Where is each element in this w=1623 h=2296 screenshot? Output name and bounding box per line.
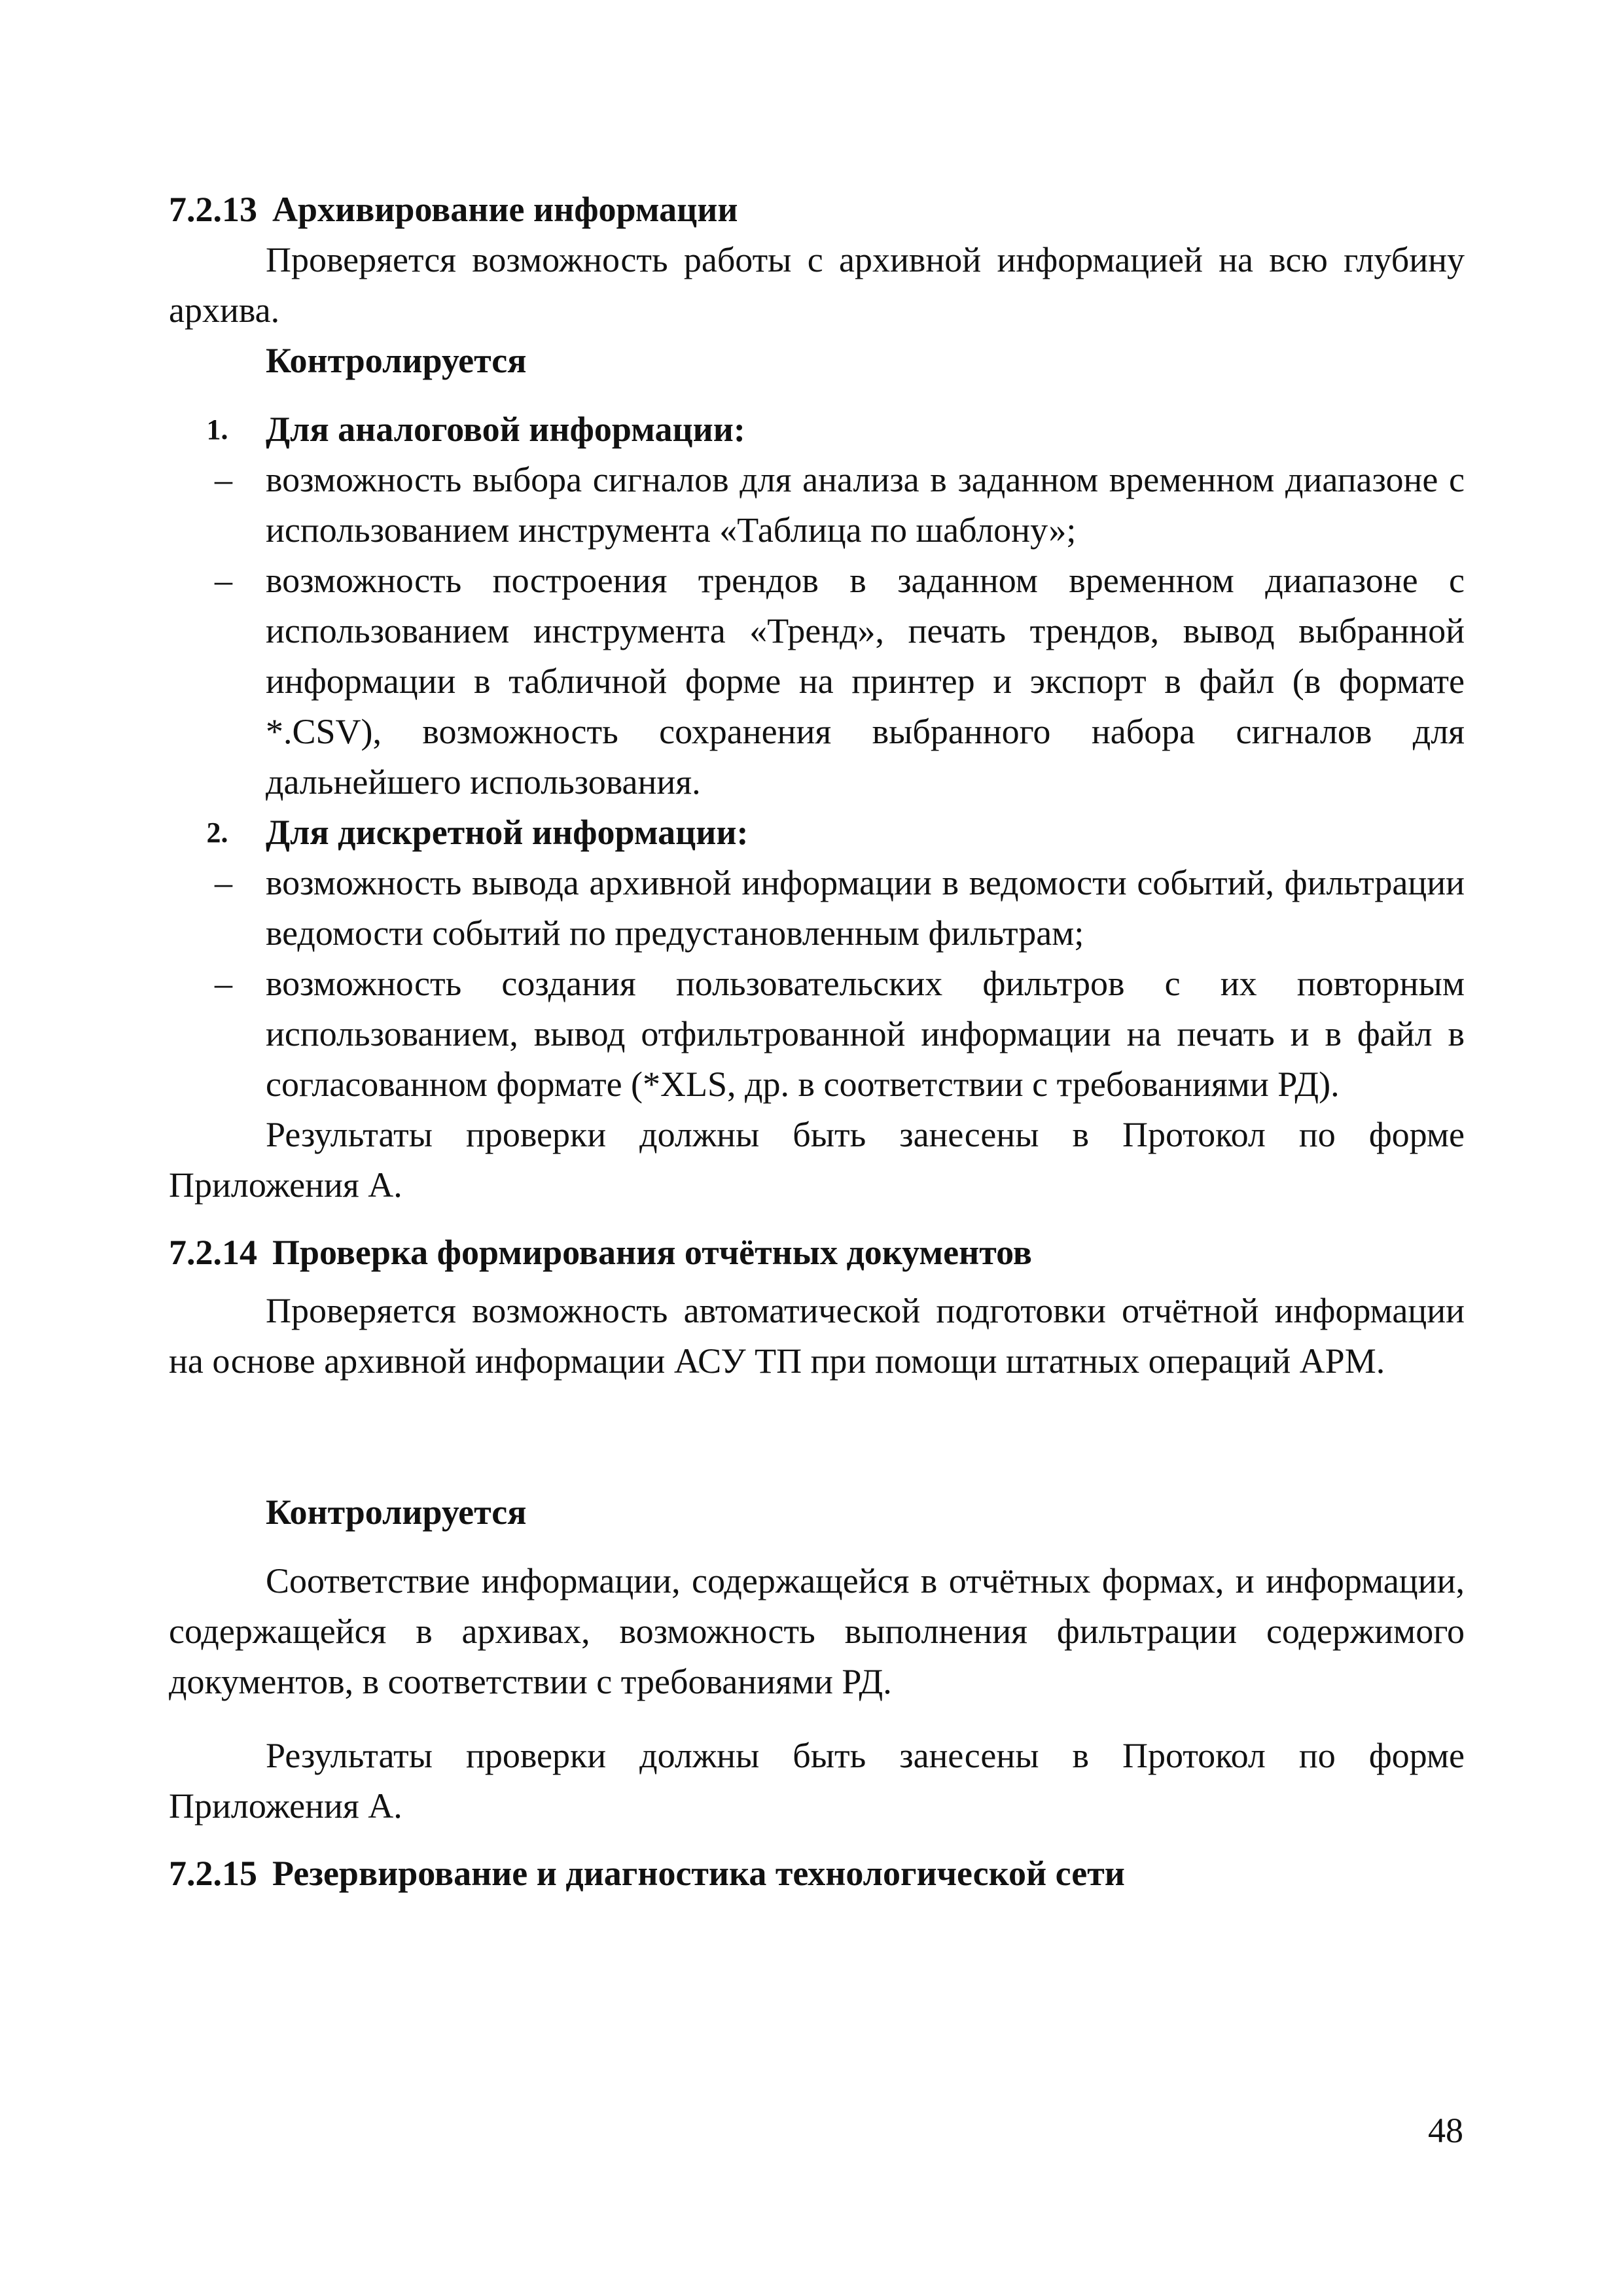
bullet-text: возможность создания пользовательских фильтров с их повторным использованием, вывод отфильтрованной информации на печать и в файл в согласованном формате (*XLS, др. в соответствии с требованиями РД). (266, 964, 1465, 1104)
bullet-item (169, 959, 1465, 1110)
section-heading-7-2-14 (169, 1227, 1465, 1278)
bullet-dash: – (215, 863, 232, 902)
bullet-text: возможность выбора сигналов для анализа в заданном временном диапазоне с использованием инструмента «Таблица по шаблону»; (266, 460, 1465, 550)
section-14-controlled-text: Соответствие информации, содержащейся в отчётных формах, и информации, содержащейся в архивах, возможность выполнения фильтрации содержимого документов, в соответствии с требованиями РД. (169, 1561, 1465, 1701)
section-title: Проверка формирования отчётных документов (272, 1233, 1032, 1272)
section-heading-7-2-15 (169, 1848, 1465, 1899)
section-number: 7.2.13 (169, 190, 257, 229)
section-13-controlled-label: Контролируется (266, 341, 527, 380)
numbered-item-discrete (169, 807, 1465, 858)
bullet-dash: – (215, 561, 232, 600)
page-content (169, 185, 1465, 1899)
section-title: Резервирование и диагностика технологической сети (272, 1854, 1125, 1893)
bullet-dash: – (215, 964, 232, 1003)
numbered-item-analog (169, 404, 1465, 455)
section-number: 7.2.15 (169, 1854, 257, 1893)
bullet-item (169, 858, 1465, 959)
section-heading-7-2-13 (169, 185, 1465, 235)
section-14-intro: Проверяется возможность автоматической подготовки отчётной информации на основе архивной информации АСУ ТП при помощи штатных операций АРМ. (169, 1291, 1465, 1381)
page-number: 48 (1428, 2111, 1463, 2150)
numbered-item-title: Для дискретной информации: (266, 813, 749, 852)
numbered-item-marker: 2. (206, 817, 228, 849)
section-13-results: Результаты проверки должны быть занесены в Протокол по форме Приложения А. (169, 1115, 1465, 1205)
bullet-item (169, 455, 1465, 556)
numbered-item-title: Для аналоговой информации: (266, 410, 745, 449)
bullet-text: возможность построения трендов в заданном временном диапазоне с использованием инструмента «Тренд», печать трендов, вывод выбранной информации в табличной форме на принтер и экспорт в файл (в формате *.CSV), возможность сохранения выбранного набора сигналов для дальнейшего использования. (266, 561, 1465, 802)
section-title: Архивирование информации (272, 190, 738, 229)
section-14-results: Результаты проверки должны быть занесены в Протокол по форме Приложения А. (169, 1736, 1465, 1826)
numbered-item-marker: 1. (206, 414, 228, 446)
section-13-intro: Проверяется возможность работы с архивной информацией на всю глубину архива. (169, 240, 1465, 330)
section-number: 7.2.14 (169, 1233, 257, 1272)
bullet-dash: – (215, 460, 232, 499)
section-14-controlled-label: Контролируется (266, 1492, 527, 1532)
bullet-text: возможность вывода архивной информации в ведомости событий, фильтрации ведомости событий по предустановленным фильтрам; (266, 863, 1465, 953)
bullet-item (169, 556, 1465, 807)
